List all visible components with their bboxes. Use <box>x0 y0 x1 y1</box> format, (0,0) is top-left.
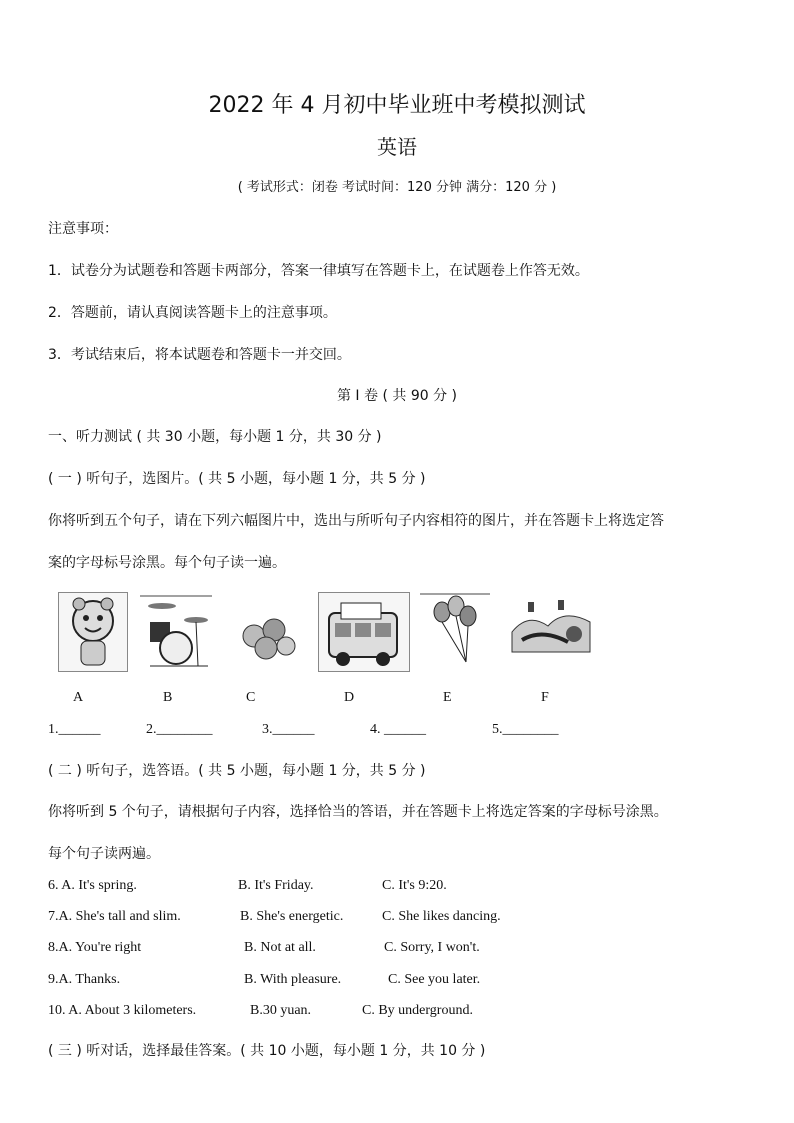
q9-option-a: 9.A. Thanks. <box>48 972 121 987</box>
balloons-icon <box>420 592 490 670</box>
answer-blank-2: 2.________ <box>146 722 213 737</box>
q6-option-c: C. It's 9:20. <box>382 878 447 893</box>
bus-icon <box>319 593 409 671</box>
q10-option-a: 10. A. About 3 kilometers. <box>48 1003 197 1018</box>
notice-item-1: 1．试卷分为试题卷和答题卡两部分，答案一律填写在答题卡上，在试题卷上作答无效。 <box>48 263 589 279</box>
volume-title: 第 I 卷 ( 共 90 分 ) <box>336 388 458 404</box>
part1-heading: ( 一 ) 听句子，选图片。( 共 5 小题，每小题 1 分，共 5 分 ) <box>48 471 426 487</box>
fruit-icon <box>236 592 302 670</box>
part1-instructions-line2: 案的字母标号涂黑。每个句子读一遍。 <box>48 555 286 571</box>
part2-heading: ( 二 ) 听句子，选答语。( 共 5 小题，每小题 1 分，共 5 分 ) <box>48 763 426 779</box>
q7-option-c: C. She likes dancing. <box>382 909 501 924</box>
drum-kit-icon <box>140 592 212 670</box>
answer-blank-1: 1.______ <box>48 722 101 737</box>
picture-label-f: F <box>541 690 549 705</box>
q6-option-a: 6. A. It's spring. <box>48 878 137 893</box>
exam-title: 2022 年 4 月初中毕业班中考模拟测试 <box>208 93 586 118</box>
q8-option-b: B. Not at all. <box>244 940 316 955</box>
landscape-icon <box>508 592 594 670</box>
q6-option-b: B. It's Friday. <box>238 878 314 893</box>
picture-label-d: D <box>344 690 355 705</box>
q8-option-a: 8.A. You're right <box>48 940 142 955</box>
notice-item-3: 3．考试结束后，将本试题卷和答题卡一并交回。 <box>48 347 351 363</box>
part2-instructions-line1: 你将听到 5 个句子，请根据句子内容，选择恰当的答语，并在答题卡上将选定答案的字母标号涂黑。 <box>48 804 668 820</box>
q10-option-b: B.30 yuan. <box>250 1003 312 1018</box>
answer-blank-4: 4. ______ <box>370 722 426 737</box>
q9-option-c: C. See you later. <box>388 972 481 987</box>
answer-blank-5: 5.________ <box>492 722 559 737</box>
exam-info: ( 考试形式：闭卷 考试时间：120 分钟 满分：120 分 ) <box>237 180 557 195</box>
picture-d-bus <box>318 592 410 672</box>
q7-option-b: B. She's energetic. <box>240 909 344 924</box>
notice-item-2: 2．答题前，请认真阅读答题卡上的注意事项。 <box>48 305 337 321</box>
picture-b-drums <box>140 592 212 670</box>
picture-label-b: B <box>163 690 173 705</box>
picture-e-balloons <box>420 592 490 670</box>
picture-label-c: C <box>246 690 256 705</box>
subject-title: 英语 <box>377 135 417 159</box>
picture-label-e: E <box>443 690 452 705</box>
answer-blank-3: 3.______ <box>262 722 315 737</box>
notice-heading: 注意事项： <box>48 221 118 237</box>
picture-f-landscape <box>508 592 594 670</box>
picture-a-tiger <box>58 592 128 672</box>
part2-instructions-line2: 每个句子读两遍。 <box>48 846 160 862</box>
q8-option-c: C. Sorry, I won't. <box>384 940 480 955</box>
q9-option-b: B. With pleasure. <box>244 972 342 987</box>
picture-c-fruit <box>236 592 302 670</box>
picture-label-a: A <box>73 690 84 705</box>
part1-instructions-line1: 你将听到五个句子，请在下列六幅图片中，选出与所听句子内容相符的图片，并在答题卡上将选定答 <box>48 513 664 529</box>
section1-heading: 一、听力测试 ( 共 30 小题，每小题 1 分，共 30 分 ) <box>48 429 382 445</box>
part3-heading: ( 三 ) 听对话，选择最佳答案。( 共 10 小题，每小题 1 分，共 10 分 ) <box>48 1043 486 1059</box>
tiger-icon <box>59 593 127 671</box>
q10-option-c: C. By underground. <box>362 1003 473 1018</box>
q7-option-a: 7.A. She's tall and slim. <box>48 909 181 924</box>
